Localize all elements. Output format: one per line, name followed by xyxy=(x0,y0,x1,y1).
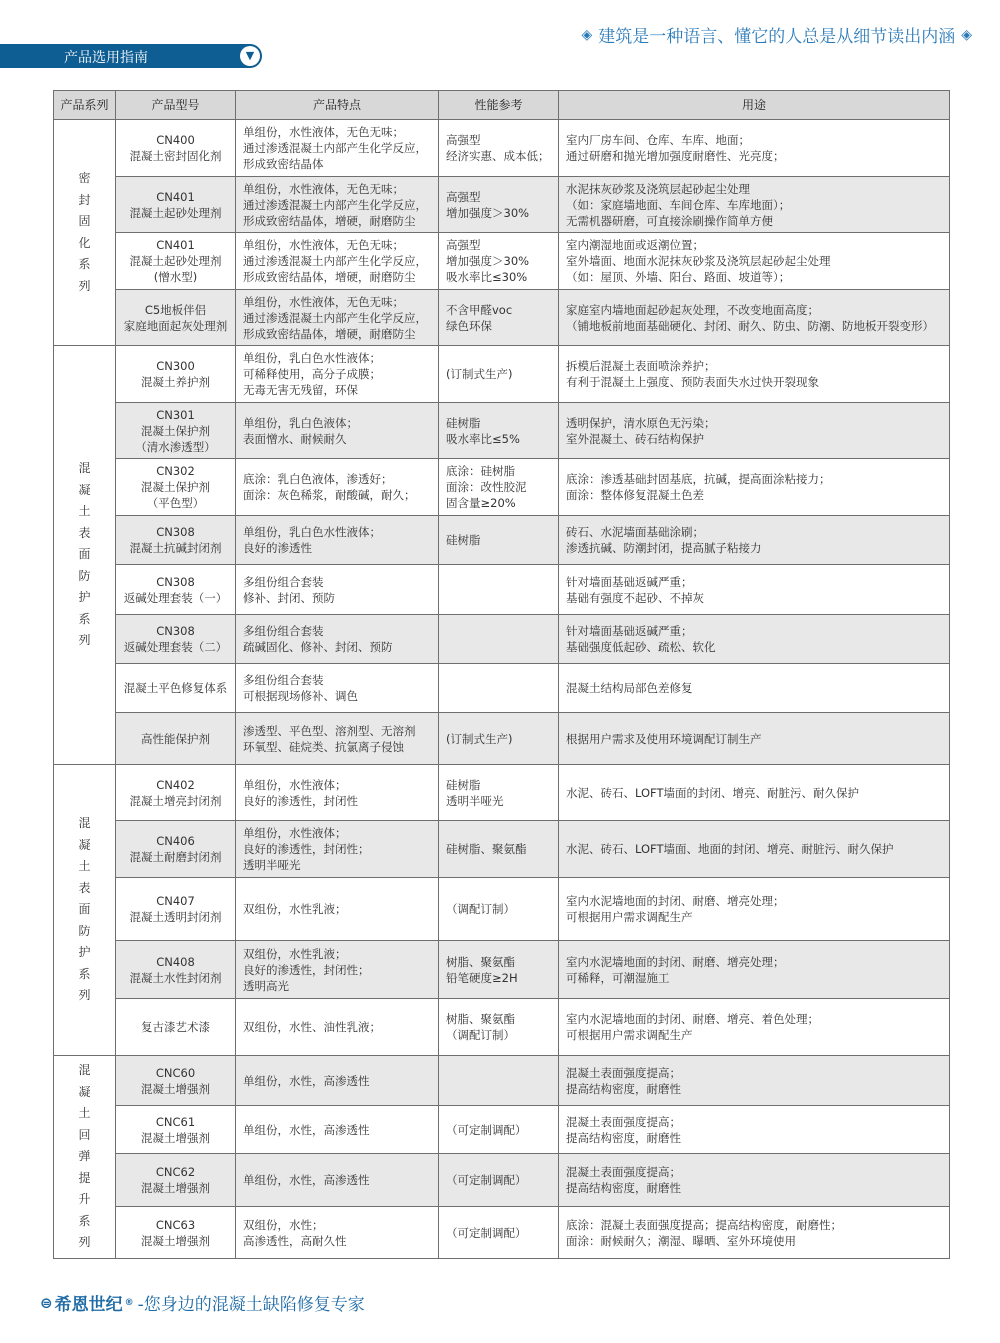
model-cell: CN401 混凝土起砂处理剂 xyxy=(116,177,236,233)
performance-cell: 硅树脂 吸水率比≤5% xyxy=(439,403,559,459)
model-cell: CNC60 混凝土增强剂 xyxy=(116,1056,236,1106)
model-cell: CN302 混凝土保护剂 （平色型） xyxy=(116,459,236,516)
performance-cell: （调配订制） xyxy=(439,878,559,941)
table-row xyxy=(54,565,950,615)
usage-cell: 针对墙面基础返碱严重； 基础强度低起砂、疏松、软化 xyxy=(559,615,950,664)
features-cell: 单组份，乳白色水性液体； 良好的渗透性 xyxy=(236,516,439,565)
usage-cell: 水泥、砖石、LOFT墙面、地面的封闭、增亮、耐脏污、耐久保护 xyxy=(559,821,950,878)
table-row xyxy=(54,999,950,1056)
model-cell: 复古漆艺术漆 xyxy=(116,999,236,1056)
performance-cell xyxy=(439,565,559,615)
usage-cell: 混凝土结构局部色差修复 xyxy=(559,664,950,713)
table-row xyxy=(54,1154,950,1207)
table-row xyxy=(54,1106,950,1154)
model-cell: CNC61 混凝土增强剂 xyxy=(116,1106,236,1154)
usage-cell: 混凝土表面强度提高； 提高结构密度，耐磨性 xyxy=(559,1106,950,1154)
features-cell: 单组份，水性液体，无色无味； 通过渗透混凝土内部产生化学反应， 形成致密结晶体，增硬，耐磨防尘 xyxy=(236,233,439,290)
features-cell: 多组份组合套装 修补、封闭、预防 xyxy=(236,565,439,615)
table-row xyxy=(54,765,950,821)
usage-cell: 底涂：混凝土表面强度提高；提高结构密度，耐磨性； 面涂：耐候耐久；潮湿、曝晒、室外环境使用 xyxy=(559,1207,950,1259)
table-row xyxy=(54,1207,950,1259)
features-cell: 双组份，水性乳液； xyxy=(236,878,439,941)
column-header: 产品型号 xyxy=(116,91,236,120)
usage-cell: 根据用户需求及使用环境调配订制生产 xyxy=(559,713,950,765)
performance-cell xyxy=(439,664,559,713)
model-cell: CN407 混凝土透明封闭剂 xyxy=(116,878,236,941)
model-cell: CN308 返碱处理套装（二） xyxy=(116,615,236,664)
performance-cell: 底涂：硅树脂 面涂：改性胶泥 固含量≥20% xyxy=(439,459,559,516)
section-title: 产品选用指南 xyxy=(64,50,148,66)
model-cell: CN402 混凝土增亮封闭剂 xyxy=(116,765,236,821)
model-cell: 混凝土平色修复体系 xyxy=(116,664,236,713)
table-row xyxy=(54,878,950,941)
usage-cell: 水泥、砖石、LOFT墙面的封闭、增亮、耐脏污、耐久保护 xyxy=(559,765,950,821)
table-row xyxy=(54,1056,950,1106)
product-table xyxy=(53,90,950,1259)
model-cell: CN300 混凝土养护剂 xyxy=(116,346,236,403)
model-cell: CN308 混凝土抗碱封闭剂 xyxy=(116,516,236,565)
features-cell: 单组份，乳白色水性液体； 可稀释使用，高分子成膜； 无毒无害无残留，环保 xyxy=(236,346,439,403)
table-row xyxy=(54,821,950,878)
table-row xyxy=(54,290,950,346)
usage-cell: 混凝土表面强度提高； 提高结构密度，耐磨性 xyxy=(559,1056,950,1106)
table-row xyxy=(54,403,950,459)
performance-cell: 硅树脂、聚氨酯 xyxy=(439,821,559,878)
chevron-down-icon: ▼ xyxy=(240,46,260,66)
column-header: 用途 xyxy=(559,91,950,120)
diamond-icon: ◈ xyxy=(581,26,593,43)
series-cell: 混 凝 土 表 面 防 护 系 列 xyxy=(54,765,116,1056)
usage-cell: 室内水泥墙地面的封闭、耐磨、增亮、着色处理； 可根据用户需求调配生产 xyxy=(559,999,950,1056)
features-cell: 双组份，水性； 高渗透性，高耐久性 xyxy=(236,1207,439,1259)
model-cell: 高性能保护剂 xyxy=(116,713,236,765)
features-cell: 单组份，水性液体； 良好的渗透性，封闭性 xyxy=(236,765,439,821)
series-cell: 混 凝 土 表 面 防 护 系 列 xyxy=(54,346,116,765)
usage-cell: 室内水泥墙地面的封闭、耐磨、增亮处理； 可根据用户需求调配生产 xyxy=(559,878,950,941)
series-cell: 密 封 固 化 系 列 xyxy=(54,120,116,346)
model-cell: CNC63 混凝土增强剂 xyxy=(116,1207,236,1259)
performance-cell: （可定制调配） xyxy=(439,1106,559,1154)
table-row xyxy=(54,459,950,516)
usage-cell: 室内潮湿地面或返潮位置； 室外墙面、地面水泥抹灰砂浆及浇筑层起砂起尘处理 （如：屋顶、外墙、阳台、路面、坡道等）； xyxy=(559,233,950,290)
model-cell: CN400 混凝土密封固化剂 xyxy=(116,120,236,177)
usage-cell: 针对墙面基础返碱严重； 基础有强度不起砂、不掉灰 xyxy=(559,565,950,615)
usage-cell: 透明保护，清水原色无污染； 室外混凝土、砖石结构保护 xyxy=(559,403,950,459)
table-row xyxy=(54,233,950,290)
table-row xyxy=(54,941,950,999)
performance-cell: 硅树脂 xyxy=(439,516,559,565)
features-cell: 单组份，水性液体； 良好的渗透性，封闭性； 透明半哑光 xyxy=(236,821,439,878)
model-cell: C5地板伴侣 家庭地面起灰处理剂 xyxy=(116,290,236,346)
usage-cell: 底涂：渗透基础封固基底，抗碱，提高面涂粘接力； 面涂：整体修复混凝土色差 xyxy=(559,459,950,516)
performance-cell: 高强型 增加强度＞30% xyxy=(439,177,559,233)
features-cell: 多组份组合套装 可根据现场修补、调色 xyxy=(236,664,439,713)
model-cell: CN408 混凝土水性封闭剂 xyxy=(116,941,236,999)
features-cell: 渗透型、平色型、溶剂型、无溶剂 环氧型、硅烷类、抗氯离子侵蚀 xyxy=(236,713,439,765)
features-cell: 单组份，水性液体，无色无味； 通过渗透混凝土内部产生化学反应， 形成致密结晶体 xyxy=(236,120,439,177)
series-cell: 混 凝 土 回 弹 提 升 系 列 xyxy=(54,1056,116,1259)
table-row xyxy=(54,346,950,403)
footer xyxy=(40,1290,365,1315)
column-header: 产品特点 xyxy=(236,91,439,120)
footer-slogan: -您身边的混凝土缺陷修复专家 xyxy=(137,1295,365,1315)
features-cell: 单组份，水性，高渗透性 xyxy=(236,1056,439,1106)
usage-cell: 砖石、水泥墙面基础涂刷； 渗透抗碱、防潮封闭，提高腻子粘接力 xyxy=(559,516,950,565)
tagline-text: 建筑是一种语言、懂它的人总是从细节读出内涵 xyxy=(598,27,956,47)
table-row xyxy=(54,516,950,565)
features-cell: 单组份，水性，高渗透性 xyxy=(236,1154,439,1207)
brand-name: 希恩世纪 xyxy=(54,1295,123,1315)
usage-cell: 家庭室内墙地面起砂起灰处理，不改变地面高度； （铺地板前地面基础硬化、封闭、耐久、防虫、防潮、防地板开裂变形） xyxy=(559,290,950,346)
performance-cell: 树脂、聚氨酯 铅笔硬度≥2H xyxy=(439,941,559,999)
table-row xyxy=(54,177,950,233)
performance-cell: （可定制调配） xyxy=(439,1154,559,1207)
model-cell: CN401 混凝土起砂处理剂 (憎水型) xyxy=(116,233,236,290)
table-row xyxy=(54,120,950,177)
usage-cell: 室内水泥墙地面的封闭、耐磨、增亮处理； 可稀释，可潮湿施工 xyxy=(559,941,950,999)
table-row xyxy=(54,615,950,664)
brand-logo-icon: ⊜ xyxy=(40,1293,53,1312)
table-header-row xyxy=(54,91,950,120)
table-row xyxy=(54,664,950,713)
features-cell: 双组份，水性、油性乳液； xyxy=(236,999,439,1056)
performance-cell: （可定制调配） xyxy=(439,1207,559,1259)
performance-cell: (订制式生产) xyxy=(439,346,559,403)
model-cell: CN406 混凝土耐磨封闭剂 xyxy=(116,821,236,878)
header-tagline xyxy=(581,22,972,47)
features-cell: 多组份组合套装 疏碱固化、修补、封闭、预防 xyxy=(236,615,439,664)
usage-cell: 室内厂房车间、仓库、车库、地面； 通过研磨和抛光增加强度耐磨性、光亮度； xyxy=(559,120,950,177)
features-cell: 单组份，乳白色液体； 表面憎水、耐候耐久 xyxy=(236,403,439,459)
features-cell: 双组份，水性乳液； 良好的渗透性，封闭性； 透明高光 xyxy=(236,941,439,999)
usage-cell: 混凝土表面强度提高； 提高结构密度，耐磨性 xyxy=(559,1154,950,1207)
registered-mark: ® xyxy=(124,1297,134,1308)
usage-cell: 水泥抹灰砂浆及浇筑层起砂起尘处理 （如：家庭墙地面、车间仓库、车库地面）； 无需机器研磨，可直接涂刷操作简单方便 xyxy=(559,177,950,233)
features-cell: 底涂：乳白色液体，渗透好； 面涂：灰色稀浆，耐酸碱，耐久； xyxy=(236,459,439,516)
performance-cell: 硅树脂 透明半哑光 xyxy=(439,765,559,821)
table-row xyxy=(54,713,950,765)
column-header: 性能参考 xyxy=(439,91,559,120)
features-cell: 单组份，水性液体，无色无味； 通过渗透混凝土内部产生化学反应， 形成致密结晶体，增硬，耐磨防尘 xyxy=(236,177,439,233)
performance-cell: 不含甲醛voc 绿色环保 xyxy=(439,290,559,346)
section-banner xyxy=(0,44,262,68)
features-cell: 单组份，水性液体，无色无味； 通过渗透混凝土内部产生化学反应， 形成致密结晶体，增硬，耐磨防尘 xyxy=(236,290,439,346)
brand-logo xyxy=(40,1290,134,1315)
diamond-icon: ◈ xyxy=(961,26,972,43)
column-header: 产品系列 xyxy=(54,91,116,120)
performance-cell: 树脂、聚氨酯 （调配订制） xyxy=(439,999,559,1056)
performance-cell: 高强型 经济实惠、成本低； xyxy=(439,120,559,177)
model-cell: CNC62 混凝土增强剂 xyxy=(116,1154,236,1207)
usage-cell: 拆模后混凝土表面喷涂养护； 有利于混凝土上强度、预防表面失水过快开裂现象 xyxy=(559,346,950,403)
performance-cell: 高强型 增加强度＞30% 吸水率比≤30% xyxy=(439,233,559,290)
features-cell: 单组份，水性，高渗透性 xyxy=(236,1106,439,1154)
performance-cell: (订制式生产) xyxy=(439,713,559,765)
model-cell: CN301 混凝土保护剂 （清水渗透型） xyxy=(116,403,236,459)
performance-cell xyxy=(439,1056,559,1106)
model-cell: CN308 返碱处理套装（一） xyxy=(116,565,236,615)
performance-cell xyxy=(439,615,559,664)
